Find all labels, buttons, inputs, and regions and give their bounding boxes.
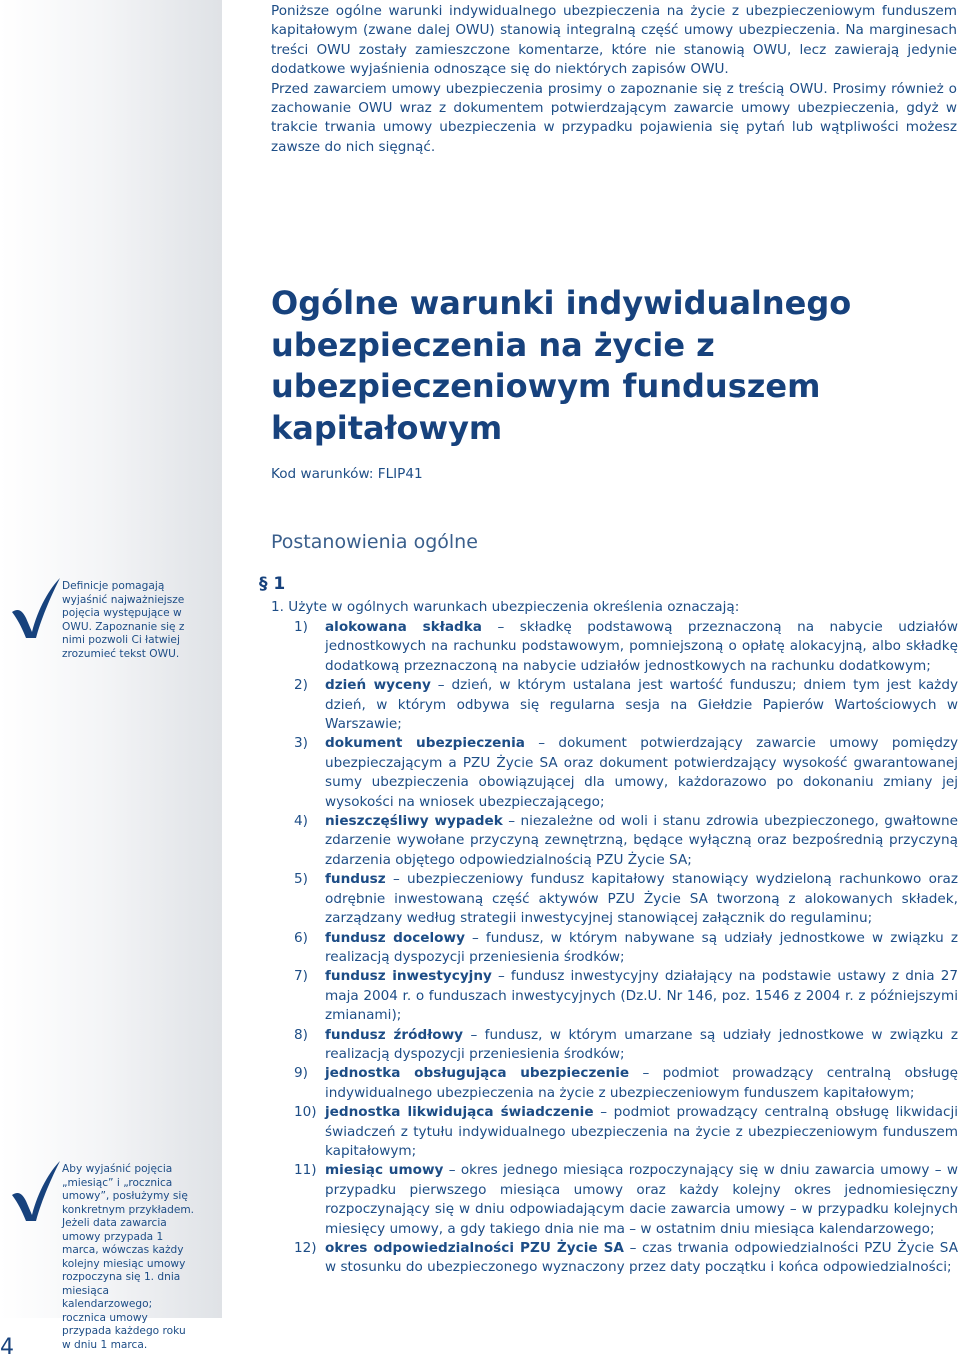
checkmark-icon <box>10 1159 62 1225</box>
definition-term: dokument ubezpieczenia <box>325 735 525 752</box>
definition-term: fundusz źródłowy <box>325 1026 464 1043</box>
paragraph-mark: § 1 <box>259 574 286 594</box>
definition-number: 4) <box>294 813 308 830</box>
definition-term: dzień wyceny <box>325 677 431 694</box>
definition-text: – fundusz inwestycyjny działający na podstawie ustawy z dnia 27 maja 2004 r. o funduszach inwestycyjnych (Dz.U. Nr 146, poz. 1546 z 2004 r. z późniejszymi zmianami); <box>325 968 958 1024</box>
definition-text: – fundusz, w którym umarzane są udziały jednostkowe w związku z realizacją dyspozycji przeniesienia środków; <box>325 1026 958 1062</box>
definition-text: – podmiot prowadzący centralną obsługę likwidacji świadczeń z tytułu indywidualnego ubezpieczenia na życie z ubezpieczeniowym funduszem kapitałowym; <box>325 1104 958 1159</box>
margin-note-example <box>10 1163 195 1351</box>
definition-number: 11) <box>294 1162 317 1179</box>
paragraph-intro: 1. Użyte w ogólnych warunkach ubezpieczenia określenia oznaczają: <box>271 599 740 615</box>
definition-item <box>294 812 958 870</box>
definition-text: – ubezpieczeniowy fundusz kapitałowy stanowiący wydzieloną rachunkowo oraz odrębnie inwestowaną część aktywów PZU Życie SA tworzoną z alokowanych składek, zarządzany według strategii inwestycyjnej stanowiącej załącznik do regulaminu; <box>325 871 958 927</box>
conditions-code: Kod warunków: FLIP41 <box>271 466 423 482</box>
page-number: 4 <box>0 1335 14 1360</box>
definition-item <box>294 929 958 968</box>
definition-item <box>294 734 958 812</box>
definition-item <box>294 967 958 1025</box>
definition-number: 5) <box>294 871 308 888</box>
definition-number: 2) <box>294 677 308 694</box>
definition-term: alokowana składka <box>325 619 482 635</box>
definition-text: – dokument potwierdzający zawarcie umowy pomiędzy ubezpieczającym a PZU Życie SA oraz dokument potwierdzający wysokość gwarantowanej sumy ubezpieczenia obowiązującej dla umowy, każdorazowo po dokonaniu zmiany jej wysokości na wniosek ubezpieczającego; <box>325 735 958 810</box>
definition-term: miesiąc umowy <box>325 1162 444 1179</box>
definition-number: 9) <box>294 1065 308 1082</box>
definition-text: – fundusz, w którym nabywane są udziały jednostkowe w związku z realizacją dyspozycji przeniesienia środków; <box>325 929 958 965</box>
definition-number: 3) <box>294 735 308 752</box>
definition-item <box>294 1103 958 1161</box>
margin-note-text: Definicje pomagają wyjaśnić najważniejsze pojęcia występujące w OWU. Zapoznanie się z nimi pozwoli Ci łatwiej zrozumieć tekst OWU. <box>62 580 185 660</box>
document-title: Ogólne warunki indywidualnego ubezpieczenia na życie z ubezpieczeniowym funduszem kapitałowym <box>271 284 852 447</box>
definition-number: 8) <box>294 1026 308 1043</box>
definition-text: – okres jednego miesiąca rozpoczynający się w dniu zawarcia umowy – w przypadku pierwszego miesiąca umowy oraz każdy kolejny okres jednomiesięczny rozpoczynający się w dniu odpowiadającym dacie zawarcia umowy – w przypadku kolejnych miesięcy umowy, a gdy takiego dnia nie ma – w ostatnim dniu miesiąca kalendarzowego; <box>325 1162 959 1237</box>
definition-item <box>294 676 958 734</box>
definition-text: – niezależne od woli i stanu zdrowia ubezpieczonego, gwałtowne zdarzenie wywołane przyczyną zewnętrzną, będące wyłączną oraz bezpośrednią przyczyną zdarzenia objętego odpowiedzialnością PZU Życie SA; <box>325 813 958 868</box>
definition-item <box>294 1239 958 1278</box>
definition-number: 10) <box>294 1104 317 1121</box>
definition-term: jednostka likwidująca świadczenie <box>325 1104 594 1121</box>
definition-number: 1) <box>294 619 308 635</box>
definitions-list <box>294 618 958 1278</box>
definition-text: – składkę podstawową przeznaczoną na nabycie udziałów jednostkowych na rachunku podstawowym, pomniejszoną o opłatę alokacyjną, albo składkę dodatkową przeznaczoną na nabycie udziałów jednostkowych na rachunku dodatkowym; <box>325 619 959 674</box>
definition-text: – podmiot prowadzący centralną obsługę indywidualnego ubezpieczenia na życie z ubezpieczeniowym funduszem kapitałowym; <box>325 1065 958 1101</box>
definition-text: – dzień, w którym ustalana jest wartość funduszu; dniem tym jest każdy dzień, w którym odbywa się regularna sesja na Giełdzie Papierów Wartościowych w Warszawie; <box>325 677 958 733</box>
section-heading: Postanowienia ogólne <box>271 531 478 553</box>
margin-note-definitions <box>10 580 195 660</box>
definition-term: fundusz inwestycyjny <box>325 968 492 985</box>
definition-item <box>294 1026 958 1065</box>
intro-text <box>271 2 957 157</box>
definition-number: 7) <box>294 968 308 985</box>
definition-number: 6) <box>294 929 308 946</box>
checkmark-icon <box>10 576 62 642</box>
definition-item <box>294 870 958 928</box>
intro-paragraph-1: Poniższe ogólne warunki indywidualnego ubezpieczenia na życie z ubezpieczeniowym funduszem kapitałowym (zwane dalej OWU) stanowią integralną część umowy ubezpieczenia. Na marginesach treści OWU zostały zamieszczone komentarze, które nie stanowią OWU, lecz zawierają jedynie dodatkowe wyjaśnienia odnoszące się do niektórych zapisów OWU. <box>271 3 957 78</box>
definition-item <box>294 618 958 676</box>
definition-item <box>294 1064 958 1103</box>
definition-term: nieszczęśliwy wypadek <box>325 813 503 830</box>
definition-term: okres odpowiedzialności PZU Życie SA <box>325 1240 624 1256</box>
definition-term: fundusz docelowy <box>325 929 465 946</box>
definition-term: jednostka obsługująca ubezpieczenie <box>325 1065 630 1082</box>
intro-paragraph-2: Przed zawarciem umowy ubezpieczenia prosimy o zapoznanie się z treścią OWU. Prosimy również o zachowanie OWU wraz z dokumentem potwierdzającym zawarcie umowy ubezpieczenia, gdyż w trakcie trwania umowy ubezpieczenia w przypadku pojawienia się pytań lub wątpliwości możesz zawsze do nich sięgnąć. <box>271 80 957 155</box>
definition-term: fundusz <box>325 871 386 888</box>
definition-item <box>294 1161 958 1239</box>
definition-number: 12) <box>294 1240 317 1256</box>
margin-note-text: Aby wyjaśnić pojęcia „miesiąc” i „rocznica umowy”, posłużymy się konkretnym przykładem. Jeżeli data zawarcia umowy przypada 1 marca, wówczas każdy kolejny miesiąc umowy rozpoczyna się 1. dnia miesiąca kalendarzowego; rocznica umowy przypada każdego roku w dniu 1 marca. <box>62 1163 195 1351</box>
definition-text: – czas trwania odpowiedzialności PZU Życie SA w stosunku do ubezpieczonego wyznaczony przez daty początku i końca odpowiedzialności; <box>325 1240 958 1276</box>
